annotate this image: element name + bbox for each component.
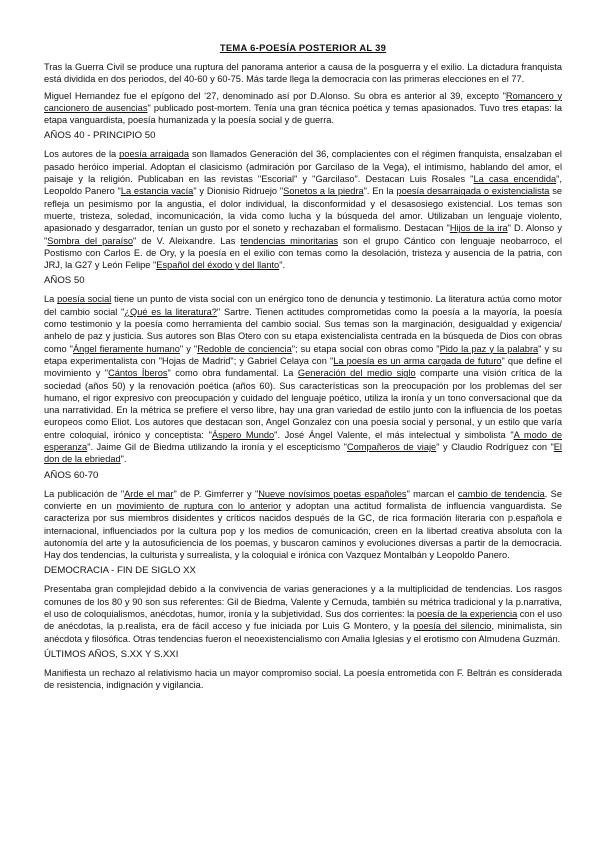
underlined-term: ¿Qué es la literatura?	[124, 306, 217, 317]
paragraph-text: La publicación de "	[44, 488, 125, 499]
paragraph-text: con el uso de anécdotas, la p.realista, era de fácil acceso y fue iniciada por Luis G Montero, y la	[44, 608, 562, 632]
underlined-term: Sonetos a la piedra	[283, 186, 364, 197]
paragraph-text: " que define el movimiento y "	[44, 355, 562, 379]
underlined-term: Romancero y cancionero de ausencias	[44, 90, 562, 113]
paragraph-text: Miguel Hernandez fue el epígono del ‘27, denominado así por D.Alonso. Su obra es anterior al 39, excepto "	[44, 90, 506, 101]
paragraph-text: " publicado post-mortem. Tenía una gran técnica poética y temas apasionados. Tuvo tres etapas: la etapa vanguardista, poesía humanizada y la poesía social y de guerra.	[44, 102, 562, 126]
paragraph-text: " D. Alonso y "	[44, 223, 562, 246]
underlined-term: poesía del silencio	[413, 621, 492, 632]
paragraph-text: " y Dionisio Ridruejo "	[193, 186, 284, 197]
paragraph-text: se refleja un pesimismo por la angustia, el dolor individual, la disconformidad y el desasosiego existencial. Los temas son muerte, tristeza, soledad, incomunicación, la vida como lucha y la búsqueda del amor. Utilizaban un lenguaje violento, apasionado y desgarrador, tenían un gusto por el soneto y rechazaban el formalismo. Destacan "	[44, 186, 562, 234]
paragraph	[44, 583, 562, 644]
underlined-term: La poesía es un arma cargada de futuro	[333, 355, 502, 366]
underlined-term: poesía de la experiencia	[416, 608, 518, 619]
paragraph-text: ".	[120, 454, 127, 465]
underlined-term: Áspero Mundo	[211, 429, 275, 440]
document-body	[44, 61, 562, 691]
underlined-term: La casa encendida	[473, 174, 557, 185]
underlined-term: Redoble de conciencia	[197, 343, 292, 354]
section-heading: AÑOS 50	[44, 275, 85, 287]
paragraph-text: y adoptan una actitud formalista de influencia vanguardista. Se caracteriza por sus miembros disidentes y críticos nacidos después de la GC, de rica formación literaria con p.española e internacional, influenciados por la cultura pop y los medios de comunicación, creen en la libertad creativa absoluta con la autonomía del arte y la autosuficiencia de los poemas, y buscaron caminos y evoluciones diversas a partir de la democracia. Hay dos tendencias, la culturista y surrealista, y la coloquial e irónica con Vazquez Montalbán y Leopoldo Panero.	[44, 500, 563, 561]
paragraph-text: ". En la	[363, 186, 397, 197]
paragraph	[44, 148, 562, 271]
paragraph-text: ". José Ángel Valente, el más intelectual y simbolista "	[274, 429, 514, 440]
underlined-term: Cántos Íberos	[108, 368, 168, 379]
section-heading: ÚLTIMOS AÑOS, S.XX Y S.XXI	[44, 648, 179, 660]
underlined-term: Arde el mar	[124, 488, 174, 499]
paragraph	[44, 667, 562, 692]
underlined-term: Español del éxodo y del llanto	[156, 260, 280, 271]
paragraph	[44, 61, 562, 86]
paragraph-text: ".	[279, 260, 286, 271]
section-heading: DEMOCRACIA - FIN DE SIGLO XX	[44, 565, 196, 577]
underlined-term: Nueve novísimos poetas españoles	[258, 488, 407, 499]
paragraph-text: son el grupo Cántico con lenguaje neobarroco, el Postismo con Carlos E. de Ory, y la poesía en el exilio con temas como la desolación, tristeza y ausencia de la patria, con JRJ, la G27 y León Felipe "	[44, 235, 562, 271]
paragraph	[44, 293, 562, 465]
underlined-term: movimiento de ruptura con lo anterior	[116, 500, 282, 511]
paragraph-text: comparte una visión crítica de la sociedad (años 50) y la renovación poética (años 60). Sus características son la preocupación por los problemas del ser humano, el rigor expresivo con preocupación y cuidado del lenguaje poético, utiliza la ironía y un tono conversacional que da una narratividad. En la métrica se prefiere el verso libre, hay una gran variedad de estilo junto con la influencia de los poetas europeos como Eliot. Los autores que destacan son, Angel Gonzalez con una poesía social y personal, y un estilo que varía entre coloquial, irónico y conceptista: "	[44, 368, 563, 440]
underlined-term: poesía social	[57, 294, 112, 305]
section-heading: AÑOS 40 - PRINCIPIO 50	[44, 130, 156, 142]
paragraph-text: " y "	[179, 343, 198, 354]
document-title	[44, 42, 562, 53]
underlined-term: cambio de tendencia	[457, 488, 545, 499]
paragraph-text: ", Leopoldo Panero "	[44, 174, 562, 197]
underlined-term: poesía arraigada	[119, 149, 189, 160]
paragraph-text: Los autores de la	[44, 149, 120, 160]
underlined-term: La estancia vacía	[120, 186, 194, 197]
paragraph-text: Manifiesta un rechazo al relativismo hacia un mayor compromiso social. La poesía entrometida con F. Beltrán es considerada de resistencia, indignación y vigilancia.	[44, 667, 562, 691]
paragraph-text: . Se convierte en un	[44, 488, 562, 511]
paragraph-text: , minimalista, sin anécdota y filosófica. Otras tendencias fueron el neoexistencialismo con Amalia Iglesias y el erotismo con Almudena Guzmán.	[44, 621, 562, 644]
paragraph-text: tiene un punto de vista social con un enérgico tono de denuncia y testimonio. La literatura actúa como motor del cambio social "	[44, 294, 563, 317]
underlined-term: El don de la ebriedad	[44, 442, 562, 465]
paragraph	[44, 90, 562, 127]
paragraph	[44, 488, 562, 562]
paragraph-text: son llamados Generación del 36, complacientes con el régimen franquista, ensalzaban el pasado heróico imperial. Adoptan el clasicismo (admiración por Garcilaso de la Vega), el intimismo, hablando del amor, el paisaje y la religión. Publicaban en las revistas "Escorial" y "Garcilaso". Destacan Luis Rosales "	[44, 149, 562, 185]
paragraph-text: La	[44, 294, 58, 305]
underlined-term: poesía desarraigada o existencialista	[396, 186, 550, 197]
paragraph-text: " de V. Aleixandre. Las	[132, 235, 241, 246]
section-heading: AÑOS 60-70	[44, 469, 99, 481]
underlined-term: Compañeros de viaje	[346, 442, 437, 453]
paragraph-text: " de P. Gimferrer y "	[173, 488, 259, 499]
underlined-term: Generación del medio siglo	[297, 368, 416, 379]
underlined-term: tendencias minoritarias	[240, 235, 338, 246]
underlined-term: Sombra del paraíso	[47, 235, 133, 246]
underlined-term: Pido la paz y la palabra	[439, 343, 539, 354]
paragraph-text: "; su etapa social con obras como "	[291, 343, 440, 354]
paragraph-text: Tras la Guerra Civil se produce una ruptura del panorama anterior a causa de la posguerra y el exilio. La dictadura franquista está dividida en dos periodos, del 40-60 y 60-75. Más tarde llega la democracia con las primeras elecciones en el 77.	[44, 62, 562, 85]
underlined-term: Hijos de la ira	[449, 223, 508, 234]
paragraph-text: " y su etapa experimentalista con "Hojas de Madrid"; y Gabriel Celaya con "	[44, 343, 562, 366]
paragraph-text: ". Jaime Gil de Biedma utilizando la ironía y el escepticismo "	[87, 442, 347, 453]
underlined-term: A modo de esperanza	[44, 429, 562, 453]
paragraph-text: " Sartre. Tienen actitudes comprometidas como la poesía a la mayoría, la poesía como testimonio y la poesía como herramienta del cambio social. Sus temas son la marginación, desigualdad y exigencia/ anhelo de paz y justicia. Sus autores son Blas Otero con su etapa existencialista centrada en la búsqueda de Dios con obras como "	[44, 306, 563, 354]
paragraph-text: Presentaba gran complejidad debido a la convivencia de varias generaciones y a la multiplicidad de tendencias. Los rasgos comunes de los 80 y 90 son sus referentes: Gil de Biedma, Valente y Cernuda, también su métrica tradicional y la p.narrativa, el uso de coloquialismos, anécdotas, humor, ironía y la subjetividad. Sus dos corrientes: la	[44, 584, 562, 619]
document-title-text: TEMA 6-POESÍA POSTERIOR AL 39	[219, 42, 387, 53]
paragraph-text: " como obra fundamental. La	[167, 368, 298, 379]
paragraph-text: " marcan el	[406, 488, 458, 499]
paragraph-text: " y Claudio Rodríguez con "	[436, 442, 554, 453]
underlined-term: Ángel fieramente humano	[72, 343, 180, 354]
